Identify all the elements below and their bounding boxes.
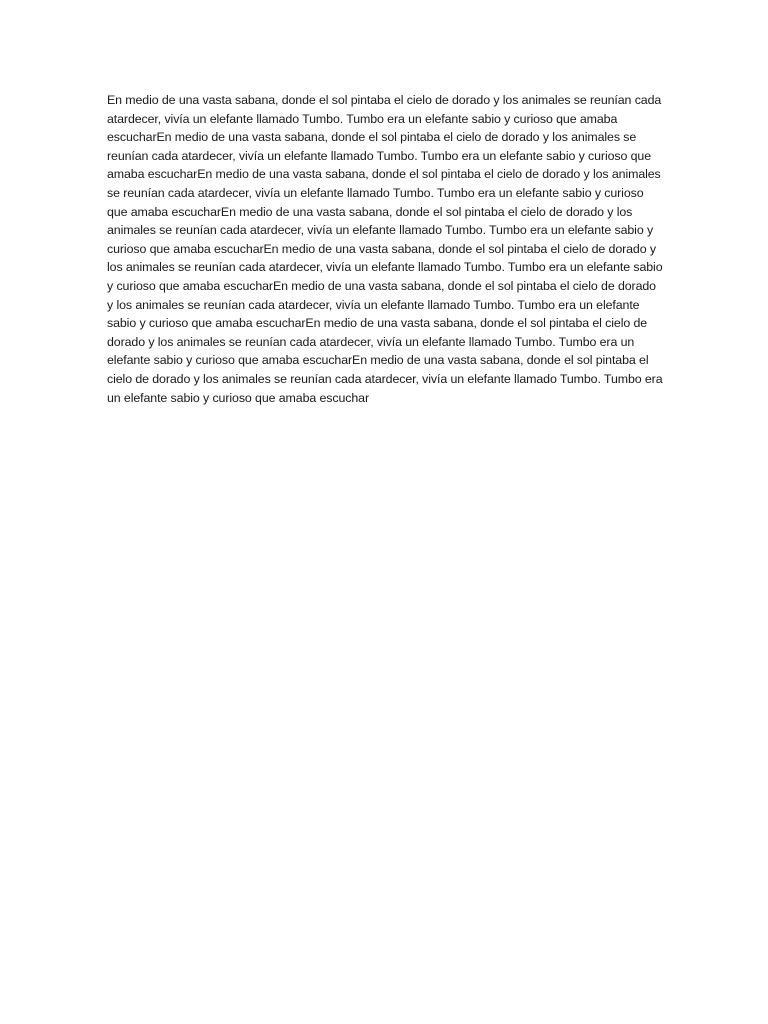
body-paragraph: En medio de una vasta sabana, donde el sol pintaba el cielo de dorado y los animales se reunían cada atardecer, vivía un elefante llamado Tumbo. Tumbo era un elefante sabio y curioso que amaba escucharEn medio de una vasta sabana, donde el sol pintaba el cielo de dorado y los animales se reunían cada atardecer, vivía un elefante llamado Tumbo. Tumbo era un elefante sabio y curioso que amaba escucharEn medio de una vasta sabana, donde el sol pintaba el cielo de dorado y los animales se reunían cada atardecer, vivía un elefante llamado Tumbo. Tumbo era un elefante sabio y curioso que amaba escucharEn medio de una vasta sabana, donde el sol pintaba el cielo de dorado y los animales se reunían cada atardecer, vivía un elefante llamado Tumbo. Tumbo era un elefante sabio y curioso que amaba escucharEn medio de una vasta sabana, donde el sol pintaba el cielo de dorado y los animales se reunían cada atardecer, vivía un elefante llamado Tumbo. Tumbo era un elefante sabio y curioso que amaba escucharEn medio de una vasta sabana, donde el sol pintaba el cielo de dorado y los animales se reunían cada atardecer, vivía un elefante llamado Tumbo. Tumbo era un elefante sabio y curioso que amaba escucharEn medio de una vasta sabana, donde el sol pintaba el cielo de dorado y los animales se reunían cada atardecer, vivía un elefante llamado Tumbo. Tumbo era un elefante sabio y curioso que amaba escucharEn medio de una vasta sabana, donde el sol pintaba el cielo de dorado y los animales se reunían cada atardecer, vivía un elefante llamado Tumbo. Tumbo era un elefante sabio y curioso que amaba escuchar bbox=[107, 93, 663, 405]
